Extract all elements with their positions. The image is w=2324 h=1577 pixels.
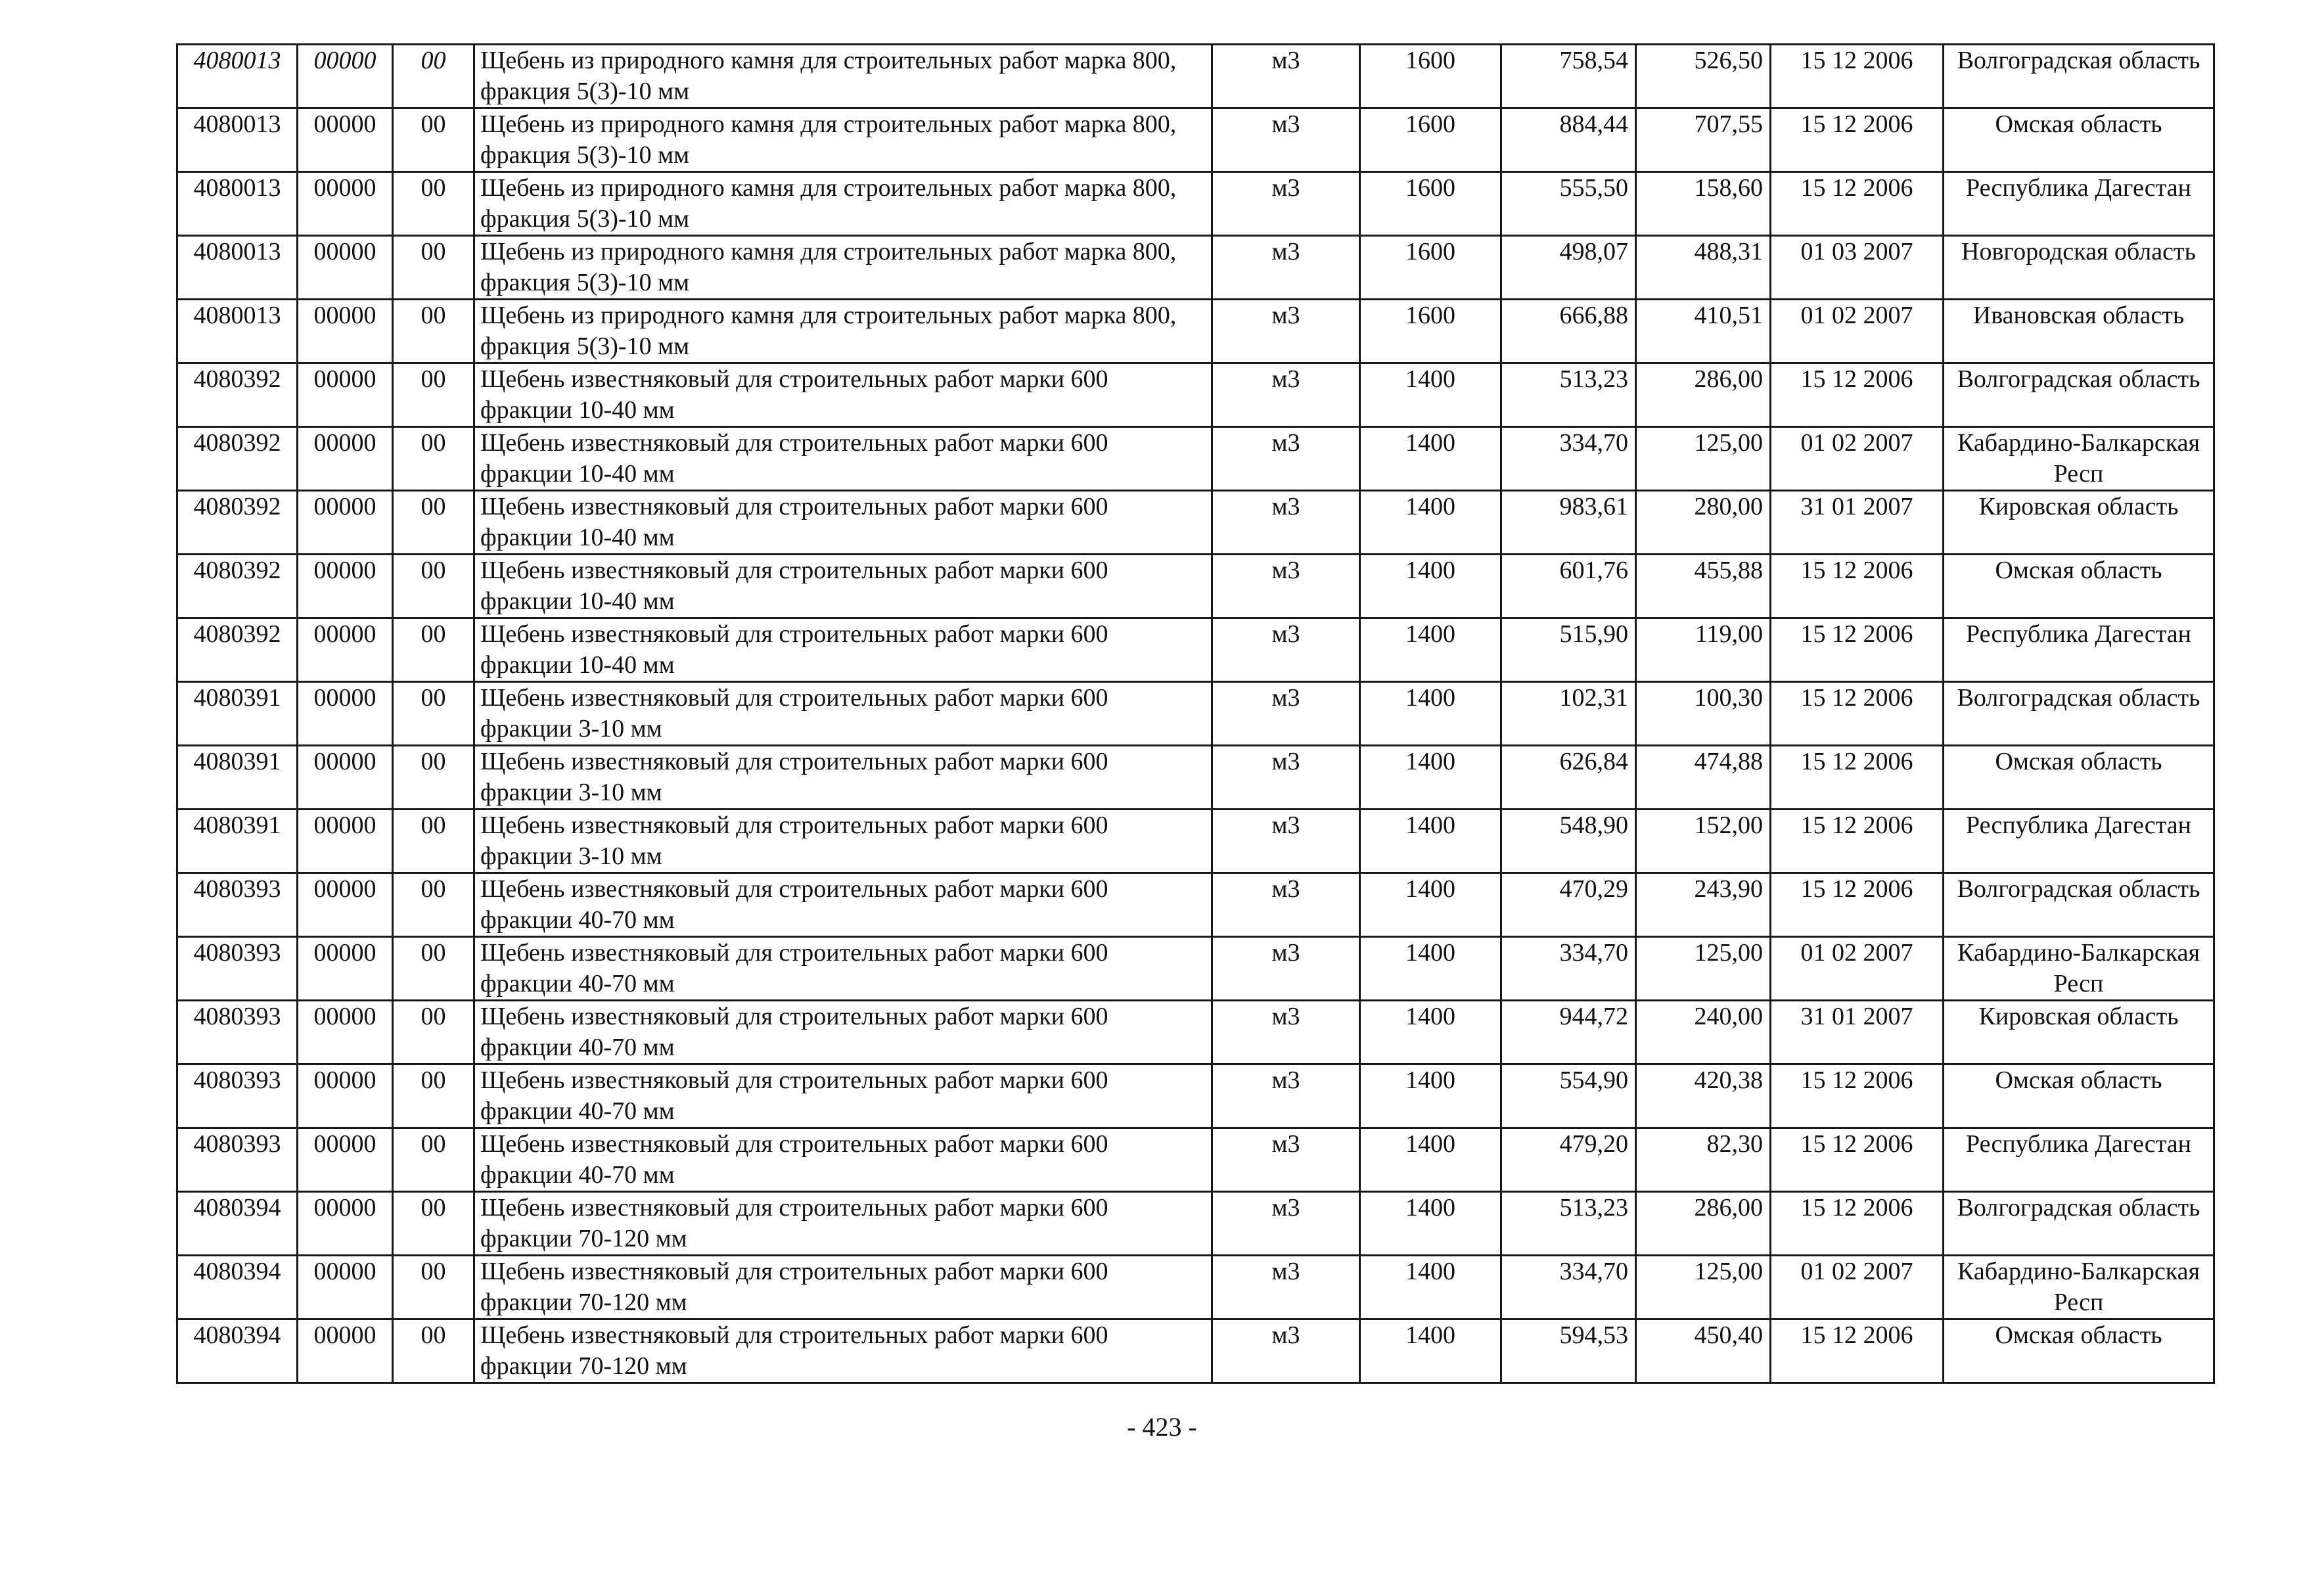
item-code-cell: 4080391 [177, 682, 298, 746]
sub-code-cell: 00000 [298, 1319, 393, 1383]
material-name-cell: Щебень известняковый для строительных работ марки 600 фракции 10-40 мм [474, 427, 1212, 491]
region-cell: Омская область [1944, 108, 2214, 172]
sub-code-cell: 00000 [298, 172, 393, 236]
quantity-cell: 1400 [1360, 618, 1501, 682]
price-2-cell: 125,00 [1636, 427, 1771, 491]
material-name-cell: Щебень известняковый для строительных работ марки 600 фракции 70-120 мм [474, 1192, 1212, 1256]
table-row [177, 555, 2214, 618]
table-body [177, 45, 2214, 1383]
item-code-cell: 4080392 [177, 555, 298, 618]
quantity-cell: 1400 [1360, 1128, 1501, 1192]
table-row [177, 1064, 2214, 1128]
price-2-cell: 474,88 [1636, 746, 1771, 810]
material-name-cell: Щебень известняковый для строительных работ марки 600 фракции 70-120 мм [474, 1256, 1212, 1319]
quantity-cell: 1600 [1360, 300, 1501, 363]
material-name-cell: Щебень из природного камня для строительных работ марка 800, фракция 5(3)-10 мм [474, 172, 1212, 236]
item-code-cell: 4080393 [177, 937, 298, 1001]
quantity-cell: 1400 [1360, 1064, 1501, 1128]
sub-code-cell: 00000 [298, 45, 393, 108]
table-row [177, 45, 2214, 108]
sub-code-cell: 00000 [298, 427, 393, 491]
ext-code-cell: 00 [393, 810, 474, 873]
ext-code-cell: 00 [393, 937, 474, 1001]
ext-code-cell: 00 [393, 1256, 474, 1319]
region-cell: Омская область [1944, 1319, 2214, 1383]
table-row [177, 1256, 2214, 1319]
region-cell: Кабардино-Балкарская Респ [1944, 937, 2214, 1001]
quantity-cell: 1400 [1360, 746, 1501, 810]
date-cell: 01 03 2007 [1771, 236, 1944, 300]
unit-cell: м3 [1212, 810, 1360, 873]
price-1-cell: 626,84 [1501, 746, 1636, 810]
date-cell: 15 12 2006 [1771, 1319, 1944, 1383]
date-cell: 15 12 2006 [1771, 1128, 1944, 1192]
sub-code-cell: 00000 [298, 300, 393, 363]
price-2-cell: 158,60 [1636, 172, 1771, 236]
item-code-cell: 4080394 [177, 1256, 298, 1319]
unit-cell: м3 [1212, 682, 1360, 746]
price-2-cell: 410,51 [1636, 300, 1771, 363]
quantity-cell: 1400 [1360, 1256, 1501, 1319]
ext-code-cell: 00 [393, 618, 474, 682]
price-1-cell: 513,23 [1501, 363, 1636, 427]
price-1-cell: 555,50 [1501, 172, 1636, 236]
material-name-cell: Щебень известняковый для строительных работ марки 600 фракции 3-10 мм [474, 746, 1212, 810]
price-2-cell: 243,90 [1636, 873, 1771, 937]
region-cell: Волгоградская область [1944, 1192, 2214, 1256]
sub-code-cell: 00000 [298, 618, 393, 682]
price-1-cell: 884,44 [1501, 108, 1636, 172]
item-code-cell: 4080393 [177, 1128, 298, 1192]
ext-code-cell: 00 [393, 1001, 474, 1064]
item-code-cell: 4080394 [177, 1319, 298, 1383]
unit-cell: м3 [1212, 1128, 1360, 1192]
region-cell: Республика Дагестан [1944, 172, 2214, 236]
region-cell: Омская область [1944, 555, 2214, 618]
price-2-cell: 100,30 [1636, 682, 1771, 746]
price-1-cell: 554,90 [1501, 1064, 1636, 1128]
quantity-cell: 1400 [1360, 555, 1501, 618]
region-cell: Кировская область [1944, 1001, 2214, 1064]
material-name-cell: Щебень известняковый для строительных работ марки 600 фракции 40-70 мм [474, 1064, 1212, 1128]
price-1-cell: 102,31 [1501, 682, 1636, 746]
ext-code-cell: 00 [393, 108, 474, 172]
table-row [177, 937, 2214, 1001]
price-2-cell: 119,00 [1636, 618, 1771, 682]
sub-code-cell: 00000 [298, 236, 393, 300]
sub-code-cell: 00000 [298, 491, 393, 555]
unit-cell: м3 [1212, 427, 1360, 491]
ext-code-cell: 00 [393, 1128, 474, 1192]
table-row [177, 682, 2214, 746]
unit-cell: м3 [1212, 1319, 1360, 1383]
sub-code-cell: 00000 [298, 555, 393, 618]
price-1-cell: 479,20 [1501, 1128, 1636, 1192]
region-cell: Республика Дагестан [1944, 1128, 2214, 1192]
item-code-cell: 4080391 [177, 746, 298, 810]
price-2-cell: 82,30 [1636, 1128, 1771, 1192]
date-cell: 01 02 2007 [1771, 427, 1944, 491]
material-name-cell: Щебень известняковый для строительных работ марки 600 фракции 10-40 мм [474, 555, 1212, 618]
price-2-cell: 280,00 [1636, 491, 1771, 555]
ext-code-cell: 00 [393, 363, 474, 427]
date-cell: 15 12 2006 [1771, 108, 1944, 172]
ext-code-cell: 00 [393, 236, 474, 300]
date-cell: 15 12 2006 [1771, 1192, 1944, 1256]
unit-cell: м3 [1212, 1256, 1360, 1319]
table-row [177, 300, 2214, 363]
price-1-cell: 944,72 [1501, 1001, 1636, 1064]
material-name-cell: Щебень из природного камня для строительных работ марка 800, фракция 5(3)-10 мм [474, 45, 1212, 108]
quantity-cell: 1400 [1360, 937, 1501, 1001]
price-1-cell: 498,07 [1501, 236, 1636, 300]
price-1-cell: 601,76 [1501, 555, 1636, 618]
region-cell: Новгородская область [1944, 236, 2214, 300]
price-1-cell: 513,23 [1501, 1192, 1636, 1256]
price-1-cell: 334,70 [1501, 937, 1636, 1001]
table-row [177, 491, 2214, 555]
price-1-cell: 334,70 [1501, 1256, 1636, 1319]
price-2-cell: 125,00 [1636, 937, 1771, 1001]
price-2-cell: 488,31 [1636, 236, 1771, 300]
date-cell: 01 02 2007 [1771, 300, 1944, 363]
table-row [177, 108, 2214, 172]
price-2-cell: 286,00 [1636, 1192, 1771, 1256]
table-row [177, 873, 2214, 937]
item-code-cell: 4080391 [177, 810, 298, 873]
region-cell: Кабардино-Балкарская Респ [1944, 1256, 2214, 1319]
price-2-cell: 455,88 [1636, 555, 1771, 618]
date-cell: 15 12 2006 [1771, 45, 1944, 108]
date-cell: 15 12 2006 [1771, 172, 1944, 236]
region-cell: Омская область [1944, 746, 2214, 810]
page-number: - 423 - [1127, 1412, 1197, 1442]
unit-cell: м3 [1212, 873, 1360, 937]
price-2-cell: 152,00 [1636, 810, 1771, 873]
date-cell: 15 12 2006 [1771, 682, 1944, 746]
item-code-cell: 4080393 [177, 1064, 298, 1128]
price-2-cell: 420,38 [1636, 1064, 1771, 1128]
ext-code-cell: 00 [393, 1192, 474, 1256]
quantity-cell: 1600 [1360, 172, 1501, 236]
table-row [177, 1128, 2214, 1192]
sub-code-cell: 00000 [298, 682, 393, 746]
item-code-cell: 4080393 [177, 873, 298, 937]
quantity-cell: 1400 [1360, 810, 1501, 873]
material-name-cell: Щебень известняковый для строительных работ марки 600 фракции 70-120 мм [474, 1319, 1212, 1383]
date-cell: 15 12 2006 [1771, 363, 1944, 427]
price-1-cell: 334,70 [1501, 427, 1636, 491]
price-table [176, 43, 2215, 1384]
table-row [177, 172, 2214, 236]
sub-code-cell: 00000 [298, 1001, 393, 1064]
region-cell: Волгоградская область [1944, 873, 2214, 937]
price-2-cell: 286,00 [1636, 363, 1771, 427]
ext-code-cell: 00 [393, 172, 474, 236]
table-row [177, 1001, 2214, 1064]
region-cell: Волгоградская область [1944, 45, 2214, 108]
region-cell: Кабардино-Балкарская Респ [1944, 427, 2214, 491]
item-code-cell: 4080013 [177, 172, 298, 236]
date-cell: 31 01 2007 [1771, 491, 1944, 555]
quantity-cell: 1400 [1360, 1319, 1501, 1383]
price-1-cell: 515,90 [1501, 618, 1636, 682]
date-cell: 15 12 2006 [1771, 873, 1944, 937]
ext-code-cell: 00 [393, 427, 474, 491]
item-code-cell: 4080013 [177, 236, 298, 300]
date-cell: 31 01 2007 [1771, 1001, 1944, 1064]
item-code-cell: 4080394 [177, 1192, 298, 1256]
ext-code-cell: 00 [393, 1319, 474, 1383]
sub-code-cell: 00000 [298, 108, 393, 172]
ext-code-cell: 00 [393, 555, 474, 618]
region-cell: Волгоградская область [1944, 363, 2214, 427]
material-name-cell: Щебень известняковый для строительных работ марки 600 фракции 10-40 мм [474, 491, 1212, 555]
sub-code-cell: 00000 [298, 1192, 393, 1256]
item-code-cell: 4080392 [177, 618, 298, 682]
quantity-cell: 1400 [1360, 363, 1501, 427]
material-name-cell: Щебень известняковый для строительных работ марки 600 фракции 3-10 мм [474, 682, 1212, 746]
quantity-cell: 1600 [1360, 108, 1501, 172]
region-cell: Республика Дагестан [1944, 618, 2214, 682]
region-cell: Кировская область [1944, 491, 2214, 555]
unit-cell: м3 [1212, 108, 1360, 172]
ext-code-cell: 00 [393, 682, 474, 746]
material-name-cell: Щебень известняковый для строительных работ марки 600 фракции 10-40 мм [474, 618, 1212, 682]
material-name-cell: Щебень известняковый для строительных работ марки 600 фракции 40-70 мм [474, 1001, 1212, 1064]
unit-cell: м3 [1212, 1064, 1360, 1128]
item-code-cell: 4080393 [177, 1001, 298, 1064]
unit-cell: м3 [1212, 618, 1360, 682]
item-code-cell: 4080013 [177, 300, 298, 363]
price-2-cell: 526,50 [1636, 45, 1771, 108]
table-row [177, 363, 2214, 427]
quantity-cell: 1600 [1360, 45, 1501, 108]
price-1-cell: 470,29 [1501, 873, 1636, 937]
item-code-cell: 4080392 [177, 427, 298, 491]
sub-code-cell: 00000 [298, 937, 393, 1001]
material-name-cell: Щебень известняковый для строительных работ марки 600 фракции 40-70 мм [474, 1128, 1212, 1192]
unit-cell: м3 [1212, 491, 1360, 555]
region-cell: Ивановская область [1944, 300, 2214, 363]
unit-cell: м3 [1212, 555, 1360, 618]
table-row [177, 427, 2214, 491]
unit-cell: м3 [1212, 300, 1360, 363]
unit-cell: м3 [1212, 937, 1360, 1001]
table-row [177, 1319, 2214, 1383]
ext-code-cell: 00 [393, 45, 474, 108]
item-code-cell: 4080013 [177, 108, 298, 172]
quantity-cell: 1400 [1360, 491, 1501, 555]
sub-code-cell: 00000 [298, 1064, 393, 1128]
material-name-cell: Щебень известняковый для строительных работ марки 600 фракции 3-10 мм [474, 810, 1212, 873]
table-row [177, 810, 2214, 873]
price-1-cell: 983,61 [1501, 491, 1636, 555]
price-1-cell: 758,54 [1501, 45, 1636, 108]
ext-code-cell: 00 [393, 491, 474, 555]
price-1-cell: 594,53 [1501, 1319, 1636, 1383]
price-2-cell: 125,00 [1636, 1256, 1771, 1319]
quantity-cell: 1400 [1360, 1192, 1501, 1256]
material-name-cell: Щебень известняковый для строительных работ марки 600 фракции 40-70 мм [474, 937, 1212, 1001]
unit-cell: м3 [1212, 363, 1360, 427]
quantity-cell: 1400 [1360, 682, 1501, 746]
price-2-cell: 707,55 [1636, 108, 1771, 172]
sub-code-cell: 00000 [298, 1128, 393, 1192]
price-1-cell: 666,88 [1501, 300, 1636, 363]
region-cell: Омская область [1944, 1064, 2214, 1128]
table-row [177, 236, 2214, 300]
region-cell: Республика Дагестан [1944, 810, 2214, 873]
material-name-cell: Щебень известняковый для строительных работ марки 600 фракции 10-40 мм [474, 363, 1212, 427]
date-cell: 15 12 2006 [1771, 1064, 1944, 1128]
region-cell: Волгоградская область [1944, 682, 2214, 746]
ext-code-cell: 00 [393, 1064, 474, 1128]
material-name-cell: Щебень из природного камня для строительных работ марка 800, фракция 5(3)-10 мм [474, 236, 1212, 300]
quantity-cell: 1400 [1360, 873, 1501, 937]
material-name-cell: Щебень из природного камня для строительных работ марка 800, фракция 5(3)-10 мм [474, 108, 1212, 172]
quantity-cell: 1400 [1360, 427, 1501, 491]
sub-code-cell: 00000 [298, 810, 393, 873]
ext-code-cell: 00 [393, 873, 474, 937]
sub-code-cell: 00000 [298, 363, 393, 427]
table-row [177, 618, 2214, 682]
item-code-cell: 4080392 [177, 363, 298, 427]
item-code-cell: 4080392 [177, 491, 298, 555]
item-code-cell: 4080013 [177, 45, 298, 108]
unit-cell: м3 [1212, 1192, 1360, 1256]
ext-code-cell: 00 [393, 746, 474, 810]
sub-code-cell: 00000 [298, 746, 393, 810]
unit-cell: м3 [1212, 746, 1360, 810]
material-name-cell: Щебень известняковый для строительных работ марки 600 фракции 40-70 мм [474, 873, 1212, 937]
quantity-cell: 1400 [1360, 1001, 1501, 1064]
sub-code-cell: 00000 [298, 1256, 393, 1319]
sub-code-cell: 00000 [298, 873, 393, 937]
date-cell: 15 12 2006 [1771, 746, 1944, 810]
price-2-cell: 240,00 [1636, 1001, 1771, 1064]
quantity-cell: 1600 [1360, 236, 1501, 300]
price-1-cell: 548,90 [1501, 810, 1636, 873]
table-row [177, 746, 2214, 810]
table-row [177, 1192, 2214, 1256]
price-2-cell: 450,40 [1636, 1319, 1771, 1383]
material-name-cell: Щебень из природного камня для строительных работ марка 800, фракция 5(3)-10 мм [474, 300, 1212, 363]
unit-cell: м3 [1212, 1001, 1360, 1064]
date-cell: 01 02 2007 [1771, 937, 1944, 1001]
unit-cell: м3 [1212, 172, 1360, 236]
date-cell: 01 02 2007 [1771, 1256, 1944, 1319]
ext-code-cell: 00 [393, 300, 474, 363]
date-cell: 15 12 2006 [1771, 555, 1944, 618]
date-cell: 15 12 2006 [1771, 810, 1944, 873]
unit-cell: м3 [1212, 45, 1360, 108]
unit-cell: м3 [1212, 236, 1360, 300]
date-cell: 15 12 2006 [1771, 618, 1944, 682]
